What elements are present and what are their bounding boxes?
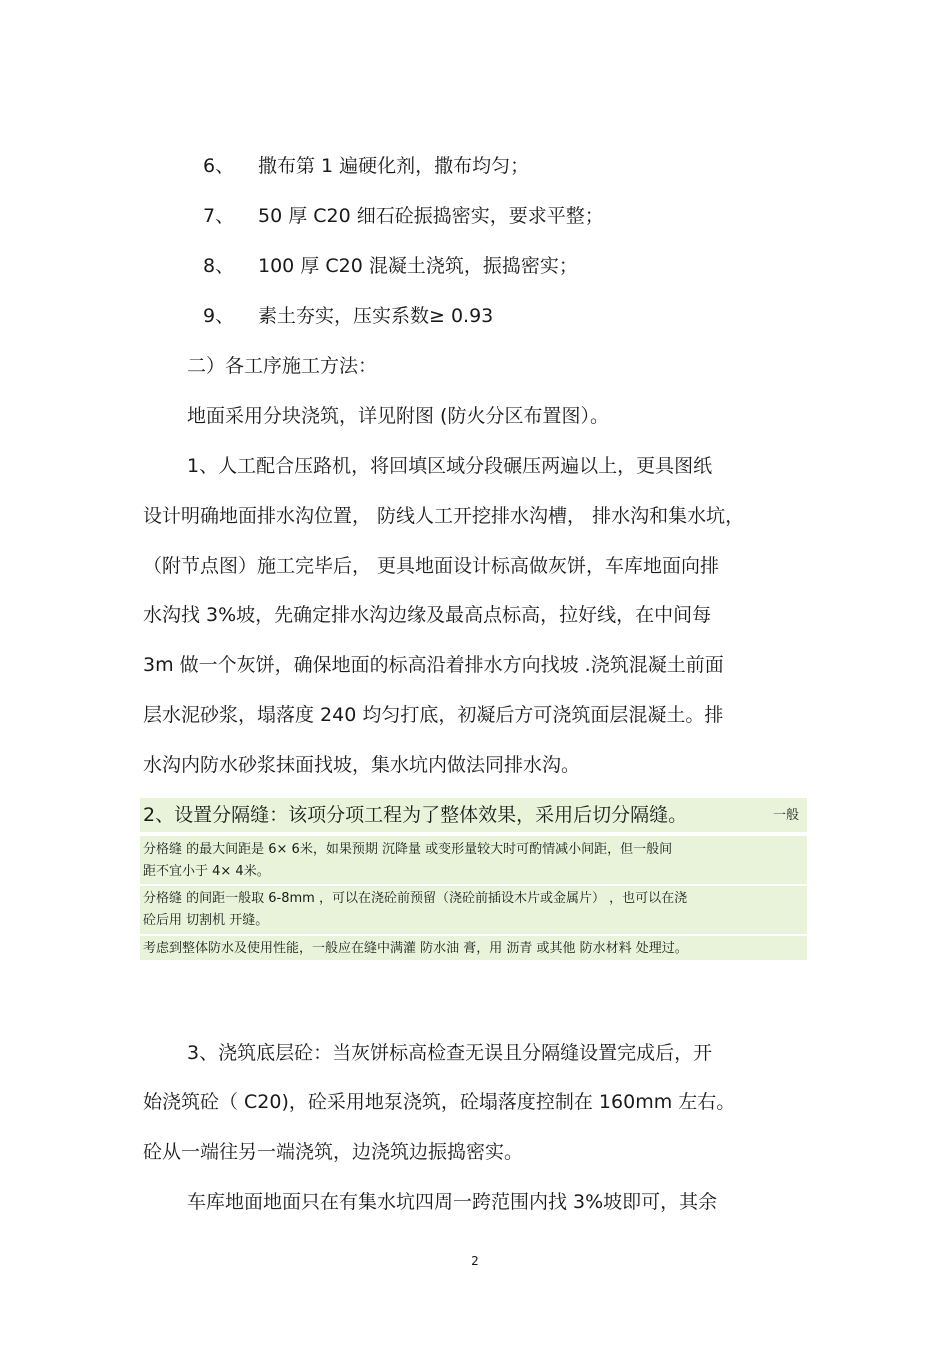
paragraph-2-heading: 2、设置分隔缝：该项分项工程为了整体效果，采用后切分隔缝。 bbox=[143, 804, 688, 826]
list-item-8-text: 100 厚 C20 混凝土浇筑，振捣密实； bbox=[258, 255, 578, 277]
list-item-7-number: 7、 bbox=[203, 205, 235, 227]
list-item-7-text: 50 厚 C20 细石砼振捣密实，要求平整； bbox=[258, 205, 604, 227]
paragraph-2-line: 分格缝 的最大间距是 6× 6米，如果预期 沉降量 或变形量较大时可酌情减小间距，但一般间 bbox=[143, 842, 673, 857]
paragraph-1-line: 1、人工配合压路机，将回填区域分段碾压两遍以上，更具图纸 bbox=[187, 455, 713, 477]
paragraph-1-line: 3m 做一个灰饼，确保地面的标高沿着排水方向找坡 .浇筑混凝土前面 bbox=[143, 654, 724, 676]
list-item-9-text: 素土夯实，压实系数≥ 0.93 bbox=[258, 305, 494, 327]
section-heading: 二）各工序施工方法： bbox=[187, 355, 378, 377]
paragraph-2-line: 考虑到整体防水及使用性能，一般应在缝中满灌 防水油 膏，用 沥青 或其他 防水材料 处理过。 bbox=[143, 941, 688, 956]
paragraph-1-line: 水沟找 3%坡，先确定排水沟边缘及最高点标高，拉好线，在中间每 bbox=[143, 604, 712, 626]
paragraph-3-line: 砼从一端往另一端浇筑，边浇筑边振捣密实。 bbox=[143, 1141, 524, 1163]
paragraph-2-heading-tail: 一般 bbox=[773, 808, 800, 823]
paragraph-1-line: （附节点图）施工完毕后， 更具地面设计标高做灰饼，车库地面向排 bbox=[143, 555, 720, 577]
paragraph-2-line: 砼后用 切割机 开缝。 bbox=[143, 913, 269, 928]
intro-paragraph: 地面采用分块浇筑，详见附图 (防火分区布置图）。 bbox=[187, 405, 609, 427]
page-number: 2 bbox=[471, 1254, 479, 1268]
paragraph-1-line: 层水泥砂浆，塌落度 240 均匀打底，初凝后方可浇筑面层混凝土。排 bbox=[143, 704, 724, 726]
paragraph-2-line: 分格缝 的间距一般取 6-8mm ，可以在浇砼前预留（浇砼前插设木片或金属片） ，也可以在浇 bbox=[143, 891, 688, 906]
paragraph-4-line: 车库地面地面只在有集水坑四周一跨范围内找 3%坡即可，其余 bbox=[187, 1191, 718, 1213]
list-item-8-number: 8、 bbox=[203, 255, 235, 277]
paragraph-3-line: 3、浇筑底层砼：当灰饼标高检查无误且分隔缝设置完成后，开 bbox=[187, 1042, 713, 1064]
list-item-9-number: 9、 bbox=[203, 305, 235, 327]
paragraph-3-line: 始浇筑砼（ C20)，砼采用地泵浇筑，砼塌落度控制在 160mm 左右。 bbox=[143, 1091, 736, 1113]
list-item-6-text: 撒布第 1 遍硬化剂，撒布均匀； bbox=[258, 155, 530, 177]
paragraph-1-line: 水沟内防水砂浆抹面找坡，集水坑内做法同排水沟。 bbox=[143, 754, 581, 776]
list-item-6-number: 6、 bbox=[203, 155, 235, 177]
paragraph-2-line: 距不宜小于 4× 4米。 bbox=[143, 864, 270, 879]
paragraph-1-line: 设计明确地面排水沟位置， 防线人工开挖排水沟槽， 排水沟和集水坑， bbox=[143, 505, 745, 527]
